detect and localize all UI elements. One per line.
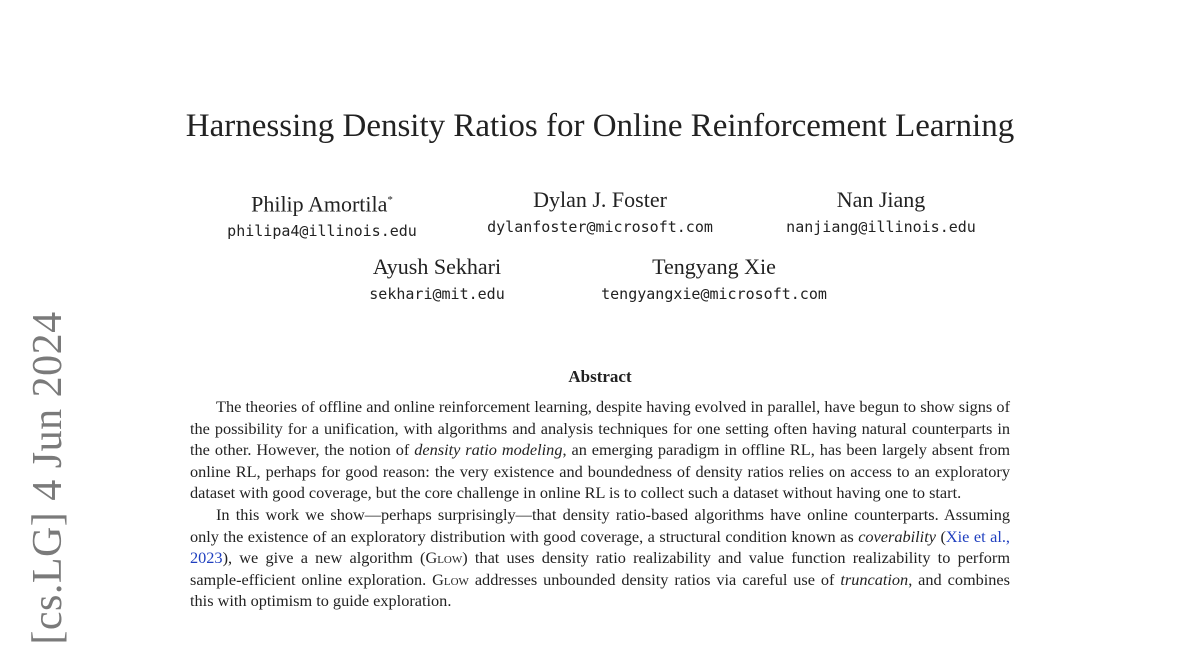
author-block-4 [369, 254, 504, 303]
author-name: Dylan J. Foster [533, 187, 667, 212]
author-name: Ayush Sekhari [372, 254, 502, 279]
author-email[interactable]: dylanfoster@microsoft.com [487, 218, 713, 236]
author-block-5 [601, 254, 827, 303]
abstract-paragraph-2: In this work we show—perhaps surprisingly—that density ratio-based algorithms have online counterparts. Assuming only the existence of an exploratory distribution with good coverage, a structural condition known as coverability (Xie et al., 2023), we give a new algorithm (Glow) that uses density ratio realizability and value function realizability to perform sample-efficient online exploration. Glow addresses unbounded density ratios via careful use of truncation, and combines this with optimism to guide exploration. [190, 504, 1011, 611]
author-block-1 [227, 187, 417, 240]
emphasis-text: density ratio modeling [414, 440, 563, 460]
author-email[interactable]: tengyangxie@microsoft.com [601, 285, 827, 303]
author-email[interactable]: nanjiang@illinois.edu [786, 218, 976, 236]
author-name: Tengyang Xie [652, 254, 776, 279]
abstract-heading: Abstract [568, 367, 632, 386]
author-block-2 [487, 187, 713, 236]
author-email[interactable]: sekhari@mit.edu [369, 285, 505, 303]
emphasis-text: truncation [840, 569, 909, 589]
algorithm-name: Glow [425, 548, 463, 568]
emphasis-text: coverability [858, 526, 936, 546]
arxiv-identifier-stamp: [cs.LG] 4 Jun 2024 [25, 311, 71, 645]
author-email[interactable]: philipa4@illinois.edu [227, 222, 417, 241]
author-block-3 [786, 187, 976, 236]
citation-link[interactable]: Xie et al., 2023 [190, 526, 1010, 568]
abstract-paragraph-1: The theories of offline and online reinforcement learning, despite having evolved in parallel, have begun to show signs of the possibility for a unification, with algorithms and analysis techniques for one setting often having natural counterparts in the other. However, the notion of density ratio modeling, an emerging paradigm in offline RL, has been largely absent from online RL, perhaps for good reason: the very existence and boundedness of density ratios relies on access to an exploratory dataset with good coverage, but the core challenge in online RL is to collect such a dataset without having one to start. [190, 397, 1011, 503]
paper-title: Harnessing Density Ratios for Online Reinforcement Learning [185, 108, 1015, 144]
algorithm-name: Glow [432, 569, 469, 589]
author-name: Nan Jiang [836, 187, 926, 212]
abstract-body [190, 396, 1010, 612]
author-footnote-mark: * [387, 194, 393, 206]
author-name: Philip Amortila* [251, 191, 393, 217]
